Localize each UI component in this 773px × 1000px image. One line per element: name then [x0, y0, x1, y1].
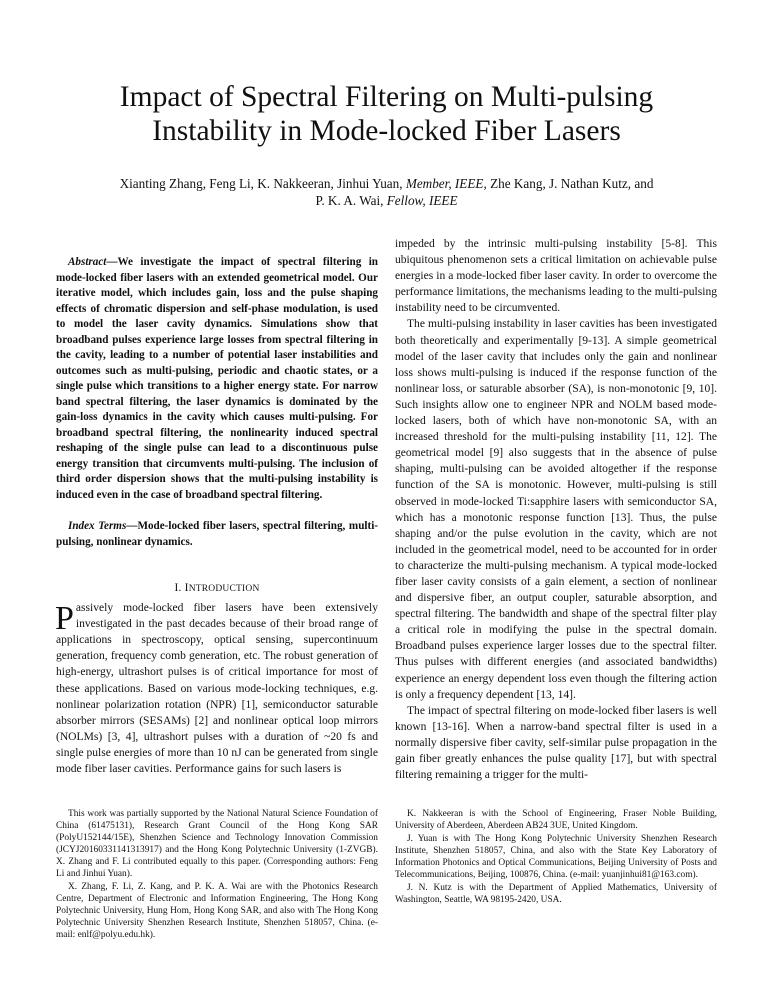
authors-line-1: [0, 175, 773, 192]
index-terms-text: —Mode-locked fiber lasers, spectral filtering, multi-pulsing, nonlinear dynamics.: [56, 520, 379, 548]
title-line-1: Impact of Spectral Filtering on Multi-pulsing: [119, 81, 654, 113]
footnote-affiliation-4: J. N. Kutz is with the Department of Applied Mathematics, University of Washington, Seattle, WA 98195-2420, USA.: [395, 883, 717, 905]
body-paragraph-1: impeded by the intrinsic multi-pulsing instability [5-8]. This ubiquitous phenomenon sets a critical limitation on achievable pulse energies in a mode-locked fiber laser cavity. In order to overcome the performance limitations, the mechanisms leading to the multi-pulsing instability need to be circumvented.: [395, 238, 717, 315]
intro-text: assively mode-locked fiber lasers have been extensively investigated in the past decades because of their broad range of applications in spectroscopy, optical sensing, supercontinuum generation, frequency comb generation, etc. The robust generation of high-energy, ultrashort pulses is of critical importance for most of these applications. Based on various mode-locking techniques, e.g. nonlinear polarization rotation (NPR) [1], semiconductor saturable absorber mirrors (SESAMs) [2] and nonlinear optical loop mirrors (NOLMs) [3, 4], ultrashort pulses with a duration of ~20 fs and single pulse energies of more than 10 nJ can be generated from single mode fiber laser cavities. Performance gains for such lasers is: [56, 602, 378, 776]
abstract-label: Abstract: [68, 256, 107, 268]
section-heading-introduction: I. INTRODUCTION: [174, 582, 260, 594]
intro-paragraph: [56, 600, 378, 777]
author-list: [0, 175, 773, 209]
authors-text: , Zhe Kang, J. Nathan Kutz, and: [483, 176, 654, 191]
footnote-affiliation-2: K. Nakkeeran is with the School of Engineering, Fraser Noble Building, University of Aberdeen, Aberdeen AB24 3UE, United Kingdom.: [395, 809, 717, 831]
footnote-affiliation-3: J. Yuan is with The Hong Kong Polytechnic University Shenzhen Research Institute, Shenzhen 518057, China, and also with the State Key Laboratory of Information Photonics and Optical Communications, Beijing University of Posts and Telecommunications, Beijing, 100876, China. (e-mail: yuanjinhui81@163.com).: [395, 834, 717, 880]
index-terms: [56, 519, 378, 550]
footnotes-right: [395, 808, 717, 907]
authors-text: P. K. A. Wai,: [315, 193, 387, 208]
index-terms-label: Index Terms: [68, 520, 127, 532]
author-membership: Member, IEEE: [405, 176, 484, 191]
right-column: [395, 236, 717, 783]
footnote-affiliation-1: X. Zhang, F. Li, Z. Kang, and P. K. A. Wai are with the Photonics Research Centre, Department of Electronic and Information Engineering, The Hong Kong Polytechnic University, Hung Hom, Hong Kong SAR, and also with The Hong Kong Polytechnic University Shenzhen Research Institute, Shenzhen 518057, China. (e-mail: enlf@polyu.edu.hk).: [56, 882, 378, 940]
authors-text: Xianting Zhang, Feng Li, K. Nakkeeran, Jinhui Yuan,: [119, 176, 406, 191]
footnotes-left: [56, 808, 378, 942]
left-column: [56, 236, 378, 777]
title-line-2: Instability in Mode-locked Fiber Lasers: [152, 115, 621, 147]
abstract-text: —We investigate the impact of spectral filtering in mode-locked fiber lasers with an extended geometrical model. Our iterative model, which includes gain, loss and the pulse shaping effects of chromatic dispersion and self-phase modulation, is used to model the laser cavity dynamics. Simulations show that broadband pulses experience large losses from spectral filtering in the cavity, leading to a number of potential laser instabilities and outcomes such as multi-pulsing, periodic and chaotic states, or a single pulse which transitions to a higher energy state. For narrow band spectral filtering, the laser dynamics is dominated by the gain-loss dynamics in the cavity which causes multi-pulsing. For broadband spectral filtering, the nonlinearity induced spectral reshaping of the single pulse can lead to a discontinuous pulse energy transition that circumvents multi-pulsing. The inclusion of third order dispersion shows that the multi-pulsing instability is induced even in the case of broadband spectral filtering.: [56, 256, 378, 501]
body-paragraph-2: The multi-pulsing instability in laser cavities has been investigated both theoretically and experimentally [9-13]. A simple geometrical model of the laser cavity that includes only the gain and nonlinear loss shows multi-pulsing is induced if the response function of the nonlinear loss, or saturable absorber (SA), is non-monotonic [9, 10]. Such insights allow one to engineer NPR and NOLM based mode-locked lasers, both of which have non-monotonic SA, with an increased threshold for the multi-pulsing instability [11, 12]. The geometrical model [9] also suggests that in the absence of pulse shaping, multi-pulsing can be avoided altogether if the response function of the SA is monotonic. However, multi-pulsing is still observed in mode-locked Ti:sapphire lasers with semiconductor SA, which has a monotonic response function [13]. Thus, the pulse shaping and/or the pulse evolution in the cavity, which are not included in the geometrical model, need to be accounted for in order to characterize the multi-pulsing mechanism. A typical mode-locked fiber laser cavity consists of a gain element, a section of nonlinear and dispersive fiber, an output coupler, saturable absorption, and spectral filtering. The bandwidth and shape of the spectral filter play a critical role in modifying the pulse in the spectral domain. Broadband pulses experience larger losses due to the spectral filter. Thus pulses with different energies (and associated bandwidths) experience an energy dependent loss even though the filtering action is only a frequency dependent [13, 14].: [395, 318, 717, 701]
authors-line-2: [0, 192, 773, 209]
paper-title: [0, 80, 773, 148]
abstract: [56, 255, 378, 503]
body-paragraph-3: The impact of spectral filtering on mode-locked fiber lasers is well known [13-16]. When a narrow-band spectral filter is used in a normally dispersive fiber cavity, self-similar pulse propagation in the gain fiber greatly enhances the pulse quality [17], but with spectral filtering remaining a trigger for the multi-: [395, 704, 717, 782]
drop-cap: P: [55, 600, 74, 638]
footnote-funding: This work was partially supported by the National Natural Science Foundation of China (61475131), Research Grant Council of the Hong Kong SAR (PolyU152144/15E), Shenzhen Science and Technology Innovation Commission (JCYJ20160331141313917) and the Hong Kong Polytechnic University (1-ZVGB). X. Zhang and F. Li contributed equally to this paper. (Corresponding authors: Feng Li and Jinhui Yuan).: [56, 809, 378, 879]
author-membership: Fellow, IEEE: [386, 193, 458, 208]
